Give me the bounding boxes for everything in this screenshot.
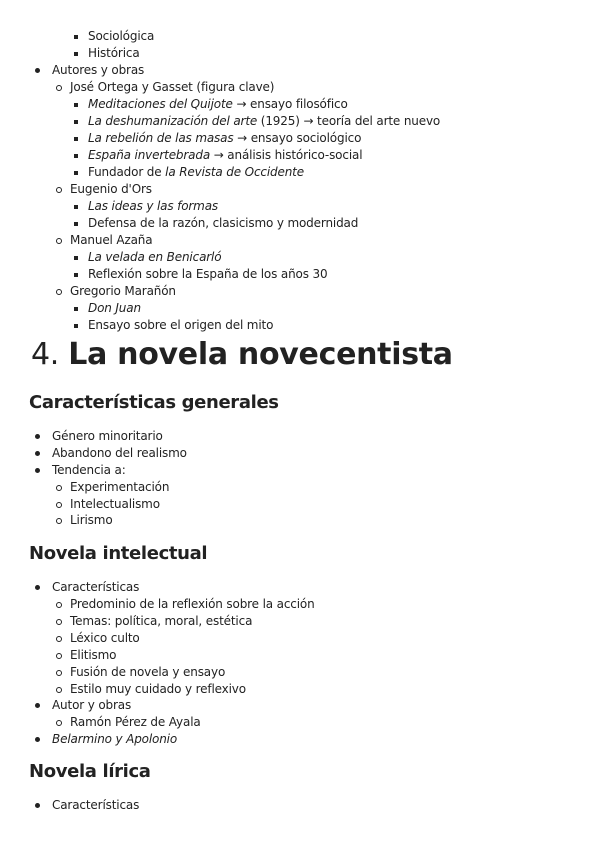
list-bullet: [74, 171, 78, 175]
list-bullet: [56, 619, 62, 625]
list-bullet: [35, 434, 40, 439]
item-description: → ensayo sociológico: [233, 131, 362, 145]
list-bullet: [56, 653, 62, 659]
list-item: Autor y obras: [52, 698, 132, 712]
list-item: Gregorio Marañón: [70, 284, 176, 298]
list-bullet: [74, 137, 78, 141]
list-item: [88, 130, 361, 147]
list-bullet: [74, 324, 78, 328]
section-title: La novela novecentista: [68, 337, 453, 372]
list-bullet: [74, 52, 78, 56]
list-bullet: [56, 485, 62, 491]
work-title: Las ideas y las formas: [88, 199, 219, 213]
list-item: Sociológica: [88, 29, 155, 43]
list-item: Abandono del realismo: [52, 446, 187, 460]
work-title: La rebelión de las masas: [88, 131, 234, 145]
list-item: Ensayo sobre el origen del mito: [88, 318, 274, 332]
list-bullet: [74, 154, 78, 158]
list-item: [52, 731, 177, 748]
list-item: Lirismo: [70, 513, 113, 527]
list-bullet: [35, 451, 40, 456]
list-item: José Ortega y Gasset (figura clave): [70, 80, 275, 94]
list-bullet: [74, 120, 78, 124]
item-description: (1925) → teoría del arte nuevo: [257, 114, 441, 128]
list-item: Ramón Pérez de Ayala: [70, 715, 201, 729]
list-item: [88, 164, 304, 181]
list-item: [88, 300, 141, 317]
list-item: [88, 147, 362, 164]
list-item: Fusión de novela y ensayo: [70, 665, 226, 679]
list-item: Manuel Azaña: [70, 233, 153, 247]
list-item: Estilo muy cuidado y reflexivo: [70, 682, 246, 696]
list-item: [88, 96, 348, 113]
section-number: 4.: [31, 337, 60, 372]
work-title: Don Juan: [88, 301, 141, 315]
list-bullet: [56, 636, 62, 642]
work-title: La velada en Benicarló: [88, 250, 222, 264]
list-item: Defensa de la razón, clasicismo y modernidad: [88, 216, 359, 230]
list-bullet: [56, 602, 62, 608]
list-item: Características: [52, 580, 140, 594]
list-item: Tendencia a:: [52, 463, 126, 477]
list-item: Experimentación: [70, 480, 170, 494]
list-bullet: [56, 670, 62, 676]
subsection-heading: Novela lírica: [29, 761, 151, 782]
list-item: Autores y obras: [52, 63, 145, 77]
list-bullet: [56, 238, 62, 244]
list-item: Eugenio d'Ors: [70, 182, 152, 196]
item-description: → análisis histórico-social: [210, 148, 363, 162]
list-bullet: [74, 307, 78, 311]
item-description: Fundador de: [88, 165, 166, 179]
list-bullet: [35, 737, 40, 742]
work-title: Belarmino y Apolonio: [52, 732, 178, 746]
list-bullet: [74, 103, 78, 107]
list-item: Léxico culto: [70, 631, 140, 645]
list-item: [88, 198, 218, 215]
list-bullet: [35, 585, 40, 590]
list-bullet: [74, 256, 78, 260]
list-bullet: [56, 289, 62, 295]
list-bullet: [74, 222, 78, 226]
list-bullet: [56, 687, 62, 693]
list-item: Género minoritario: [52, 429, 163, 443]
subsection-heading: Novela intelectual: [29, 543, 208, 564]
work-title: La deshumanización del arte: [88, 114, 258, 128]
list-item: Reflexión sobre la España de los años 30: [88, 267, 328, 281]
work-title: la Revista de Occidente: [165, 165, 304, 179]
list-bullet: [74, 35, 78, 39]
item-description: → ensayo filosófico: [232, 97, 348, 111]
section-heading: [31, 334, 453, 376]
list-bullet: [35, 803, 40, 808]
subsection-heading: Características generales: [29, 392, 279, 413]
list-bullet: [56, 518, 62, 524]
list-item: Características: [52, 798, 140, 812]
list-item: Predominio de la reflexión sobre la acción: [70, 597, 315, 611]
work-title: España invertebrada: [88, 148, 211, 162]
list-bullet: [74, 205, 78, 209]
list-bullet: [35, 468, 40, 473]
list-bullet: [35, 68, 40, 73]
list-item: Histórica: [88, 46, 140, 60]
work-title: Meditaciones del Quijote: [88, 97, 233, 111]
list-item: Elitismo: [70, 648, 117, 662]
list-item: [88, 113, 440, 130]
list-bullet: [56, 187, 62, 193]
list-bullet: [56, 85, 62, 91]
list-bullet: [56, 502, 62, 508]
list-item: Temas: política, moral, estética: [70, 614, 253, 628]
list-bullet: [56, 720, 62, 726]
list-bullet: [35, 703, 40, 708]
list-item: [88, 249, 221, 266]
list-item: Intelectualismo: [70, 497, 160, 511]
list-bullet: [74, 273, 78, 277]
